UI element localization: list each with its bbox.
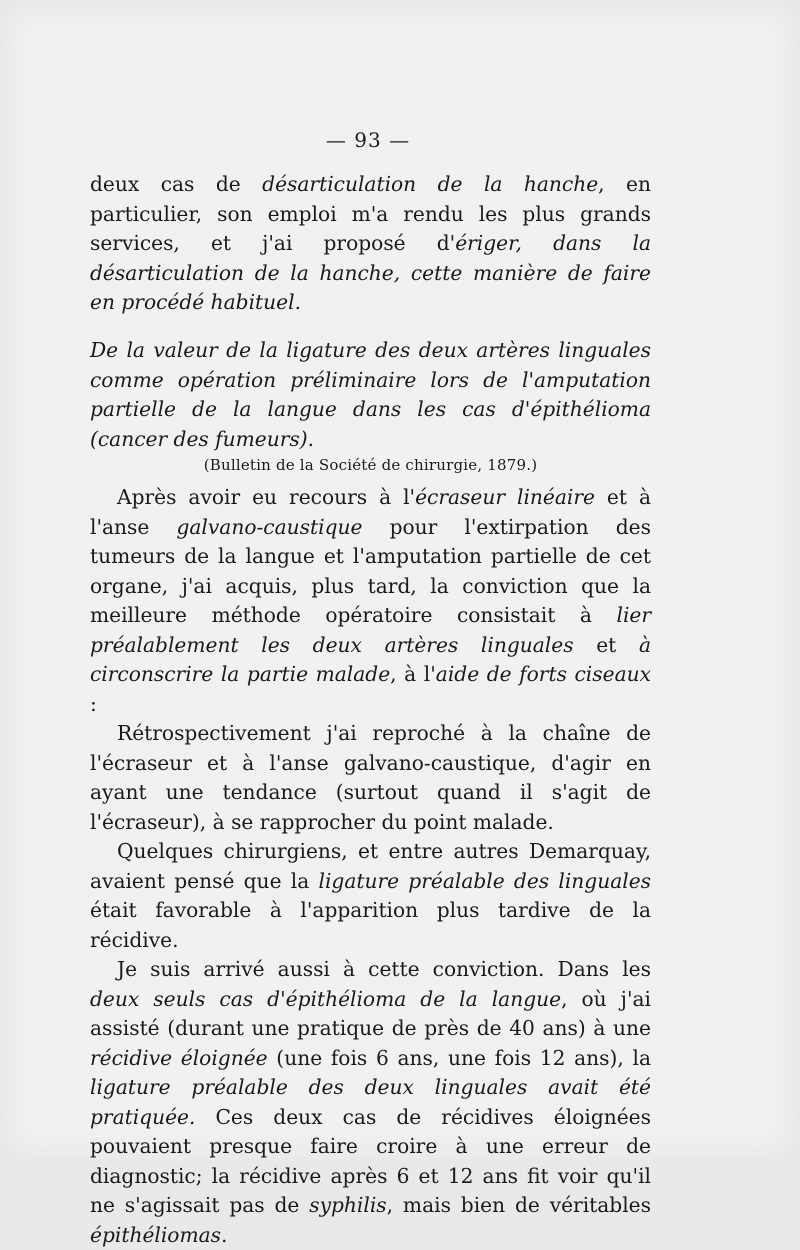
article-body — [90, 483, 651, 1250]
p4-text-4: Ces deux cas de récidives éloignées pouvaient presque faire croire à une erreur de diagnostic; la récidive après 6 et 12 ans fit voir qu'il ne s'agissait pas de — [90, 1104, 651, 1217]
p1-text-6: : — [90, 691, 97, 716]
p3-text-2: était favorable à l'apparition plus tardive de la récidive. — [90, 898, 651, 952]
article-citation: (Bulletin de la Société de chirurgie, 1879.) — [203, 456, 538, 474]
p4-italic-1: deux seuls cas d'épithélioma de la langue — [90, 986, 562, 1011]
p1-text-5: , à l' — [390, 662, 436, 686]
p1-italic-3: lier préalablement les deux artères linguales — [90, 603, 651, 657]
page-number: — 93 — — [325, 128, 411, 152]
article-title: De la valeur de la ligature des deux artères linguales comme opération préliminaire lors de l'amputation partielle de la langue dans les cas d'épithélioma (cancer des fumeurs). — [90, 338, 651, 451]
continuation-italic-2: ériger, dans la désarticulation de la hanche, cette manière de faire en procédé habituel. — [90, 231, 651, 314]
p4-text-2: , où j'ai assisté (durant une pratique de près de 40 ans) à une — [90, 986, 651, 1040]
p4-italic-3: ligature préalable des deux linguales avait été pratiquée. — [90, 1075, 651, 1129]
p1-italic-1: écraseur linéaire — [415, 485, 595, 509]
p4-italic-2: récidive éloignée — [90, 1045, 268, 1070]
p1-text-3: pour l'extirpation des tumeurs de la langue et l'amputation partielle de cet organe, j'ai acquis, plus tard, la conviction que la meilleure méthode opératoire consistait à — [90, 514, 651, 627]
paragraph-1 — [90, 483, 651, 719]
continuation-paragraph — [90, 170, 651, 318]
p4-italic-4: syphilis — [309, 1193, 387, 1217]
article-header — [90, 336, 651, 476]
paragraph-3 — [90, 837, 651, 955]
p1-text-1: Après avoir eu recours à l' — [117, 485, 416, 509]
p4-italic-5: épithéliomas — [90, 1222, 221, 1247]
p1-italic-5: aide de forts ciseaux — [435, 662, 651, 686]
p3-italic-1: ligature préalable des linguales — [318, 868, 652, 893]
p1-text-2: et à l'anse — [90, 485, 651, 539]
p4-text-3: (une fois 6 ans, une fois 12 ans), la — [267, 1045, 651, 1070]
p4-text-1: Je suis arrivé aussi à cette conviction. Dans les — [117, 957, 651, 981]
p4-text-5: , mais bien de véritables — [386, 1193, 651, 1217]
continuation-text-1: deux cas de — [90, 172, 263, 196]
p1-italic-4: à circonscrire la partie malade — [90, 632, 651, 686]
paragraph-2: Rétrospectivement j'ai reproché à la chaîne de l'écraseur et à l'anse galvano-caustique, d'agir en ayant une tendance (surtout quand il s'agit de l'écraseur), à se rapprocher du point malade. — [90, 721, 651, 834]
p3-text-1: Quelques chirurgiens, et entre autres Demarquay, avaient pensé que la — [90, 839, 651, 893]
p1-italic-2: galvano-caustique — [176, 514, 363, 539]
p1-text-4: et — [573, 632, 639, 657]
continuation-text-2: , en particulier, son emploi m'a rendu les plus grands services, et j'ai proposé d' — [90, 172, 651, 255]
paragraph-4 — [90, 955, 651, 1250]
continuation-italic-1: désarticulation de la hanche — [262, 172, 599, 196]
p4-text-6: . — [221, 1222, 228, 1247]
